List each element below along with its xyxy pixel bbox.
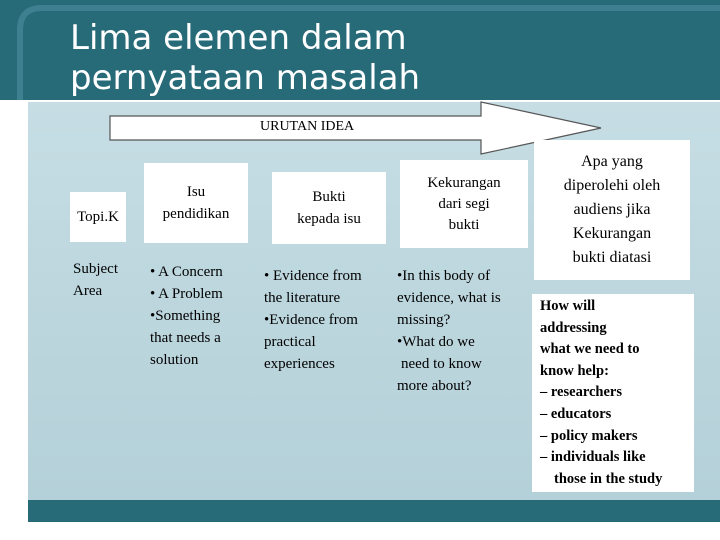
bukti-detail-line: • Evidence from xyxy=(264,268,362,284)
apa-yang-label-line: bukti diatasi xyxy=(572,249,652,266)
bukti-detail xyxy=(264,265,362,375)
isu-detail-line: solution xyxy=(150,352,199,368)
kekurangan-label-line: bukti xyxy=(448,216,480,233)
sequence-arrow xyxy=(108,100,603,156)
apa-yang-label-line: Apa yang xyxy=(581,153,643,170)
apa-yang-detail-line: those in the study xyxy=(554,470,663,487)
apa-yang-detail-line: – educators xyxy=(540,405,612,422)
bukti-detail-line: the literature xyxy=(264,290,341,306)
topik-detail-line: Subject xyxy=(73,261,118,277)
footer-bar xyxy=(28,500,720,522)
bukti-detail-line: practical xyxy=(264,334,316,350)
apa-yang-detail-line: addressing xyxy=(540,319,607,336)
isu-detail xyxy=(150,261,223,371)
topik-detail xyxy=(73,258,118,302)
bukti-label-line: Bukti xyxy=(312,189,346,205)
title-line-2: pernyataan masalah xyxy=(70,58,421,98)
kekurangan-label-line: Kekurangan xyxy=(427,174,501,191)
apa-yang-detail xyxy=(540,296,662,490)
apa-yang-detail-line: what we need to xyxy=(540,341,640,358)
apa-yang-label-line: diperolehi oleh xyxy=(563,177,661,194)
apa-yang-box xyxy=(534,140,690,280)
isu-detail-line: • A Concern xyxy=(150,264,223,280)
kekurangan-box xyxy=(400,160,528,248)
apa-yang-label-line: Kekurangan xyxy=(572,225,652,242)
topik-box xyxy=(70,192,126,242)
kekurangan-detail-line: •What do we xyxy=(397,334,475,350)
sequence-arrow-label: URUTAN IDEA xyxy=(260,119,355,134)
apa-yang-detail-line: know help: xyxy=(540,362,609,379)
bukti-detail-line: experiences xyxy=(264,356,335,372)
kekurangan-detail-line: •In this body of xyxy=(397,268,491,284)
title-line-1: Lima elemen dalam xyxy=(70,18,407,58)
apa-yang-detail-line: – researchers xyxy=(540,384,623,401)
kekurangan-detail-line: need to know xyxy=(401,356,482,372)
isu-label-line: Isu xyxy=(186,184,206,200)
bukti-box xyxy=(272,172,386,244)
apa-yang-detail-line: – policy makers xyxy=(540,427,638,444)
kekurangan-detail-line: more about? xyxy=(397,378,472,394)
apa-yang-label-line: audiens jika xyxy=(573,201,651,218)
apa-yang-detail-line: How will xyxy=(540,298,596,314)
bukti-label-line: kepada isu xyxy=(297,211,361,227)
bukti-detail-line: •Evidence from xyxy=(264,312,358,328)
kekurangan-detail-line: evidence, what is xyxy=(397,290,501,306)
isu-detail-line: •Something xyxy=(150,308,221,324)
apa-yang-detail-line: – individuals like xyxy=(540,449,646,466)
isu-detail-line: that needs a xyxy=(150,330,221,346)
topik-label: Topi.K xyxy=(77,208,119,225)
isu-label-line: pendidikan xyxy=(162,206,230,222)
page-title xyxy=(70,18,420,98)
kekurangan-detail xyxy=(397,265,501,397)
isu-box xyxy=(144,163,248,243)
kekurangan-detail-line: missing? xyxy=(397,312,451,328)
kekurangan-label-line: dari segi xyxy=(438,195,490,212)
isu-detail-line: • A Problem xyxy=(150,286,223,302)
topik-detail-line: Area xyxy=(73,283,103,299)
